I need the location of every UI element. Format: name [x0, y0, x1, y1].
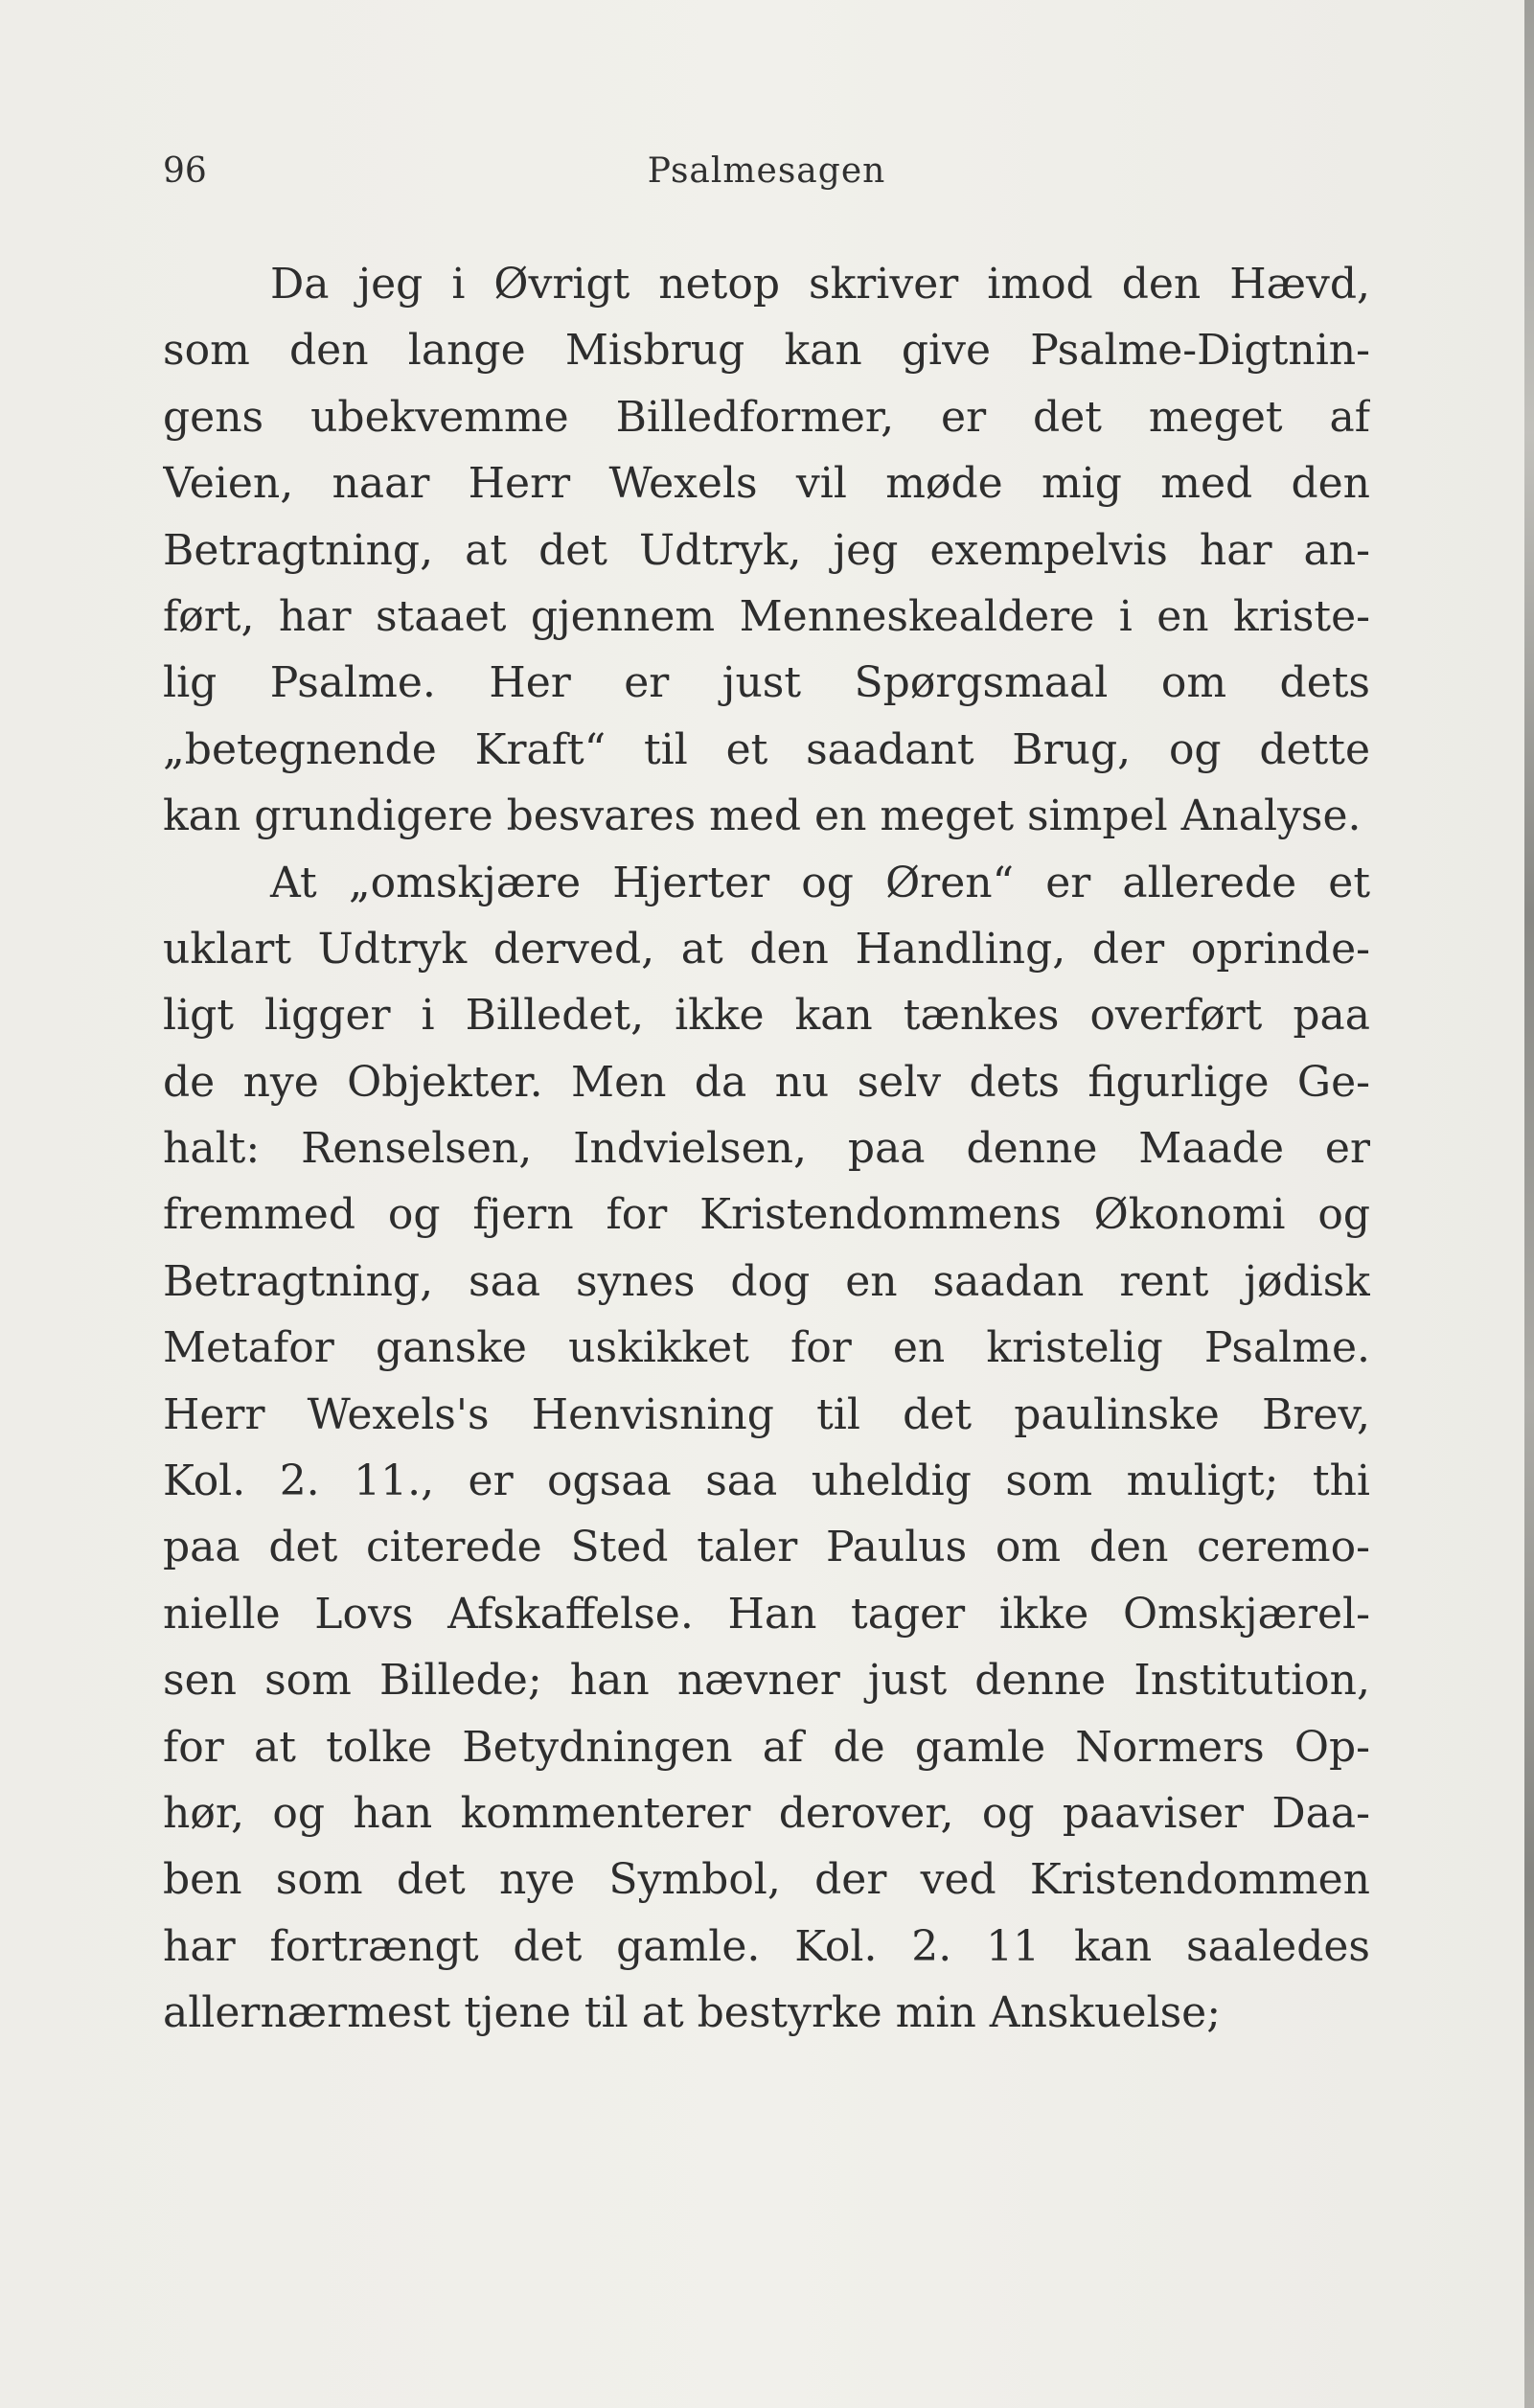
text-line: Herr Wexels's Henvisning til det paulinske Brev, — [163, 1389, 1370, 1439]
text-line: halt: Renselsen, Indvielsen, paa denne Maade er — [163, 1124, 1370, 1174]
page-edge-shadow — [1524, 0, 1534, 2408]
text-line: Veien, naar Herr Wexels vil møde mig med den — [163, 459, 1370, 509]
text-line: hør, og han kommenterer derover, og paaviser Daa- — [163, 1788, 1370, 1838]
text-line: for at tolke Betydningen af de gamle Normers Op- — [163, 1722, 1370, 1772]
body-text — [163, 251, 1370, 2047]
text-line: ben som det nye Symbol, der ved Kristendommen — [163, 1855, 1370, 1905]
text-line: sen som Billede; han nævner just denne Institution, — [163, 1656, 1370, 1706]
text-line: lig Psalme. Her er just Spørgsmaal om dets — [163, 658, 1370, 708]
text-line: Betragtning, at det Udtryk, jeg exempelvis har an- — [163, 525, 1370, 575]
text-line: Metafor ganske uskikket for en kristelig Psalme. — [163, 1323, 1370, 1373]
page-number: 96 — [163, 151, 207, 191]
text-line: de nye Objekter. Men da nu selv dets figurlige Ge- — [163, 1057, 1370, 1107]
text-line: gens ubekvemme Billedformer, er det meget af — [163, 392, 1370, 442]
text-line: ført, har staaet gjennem Menneskealdere i en kriste- — [163, 591, 1370, 641]
text-line: At „omskjære Hjerter og Øren“ er allerede et — [270, 858, 1370, 907]
text-line: Da jeg i Øvrigt netop skriver imod den Hævd, — [270, 260, 1370, 309]
text-line: paa det citerede Sted taler Paulus om den ceremo- — [163, 1523, 1370, 1572]
text-line: Betragtning, saa synes dog en saadan rent jødisk — [163, 1256, 1370, 1306]
text-line: ligt ligger i Billedet, ikke kan tænkes overført paa — [163, 991, 1370, 1041]
running-head — [163, 151, 1370, 203]
text-line: kan grundigere besvares med en meget simpel Analyse. — [163, 791, 1362, 841]
text-line: Kol. 2. 11., er ogsaa saa uheldig som muligt; thi — [163, 1456, 1370, 1506]
text-line: allernærmest tjene til at bestyrke min Anskuelse; — [163, 1988, 1222, 2038]
text-line: fremmed og fjern for Kristendommens Økonomi og — [163, 1190, 1370, 1240]
text-line: nielle Lovs Afskaffelse. Han tager ikke Omskjærel- — [163, 1589, 1370, 1639]
running-title: Psalmesagen — [647, 151, 886, 191]
text-line: som den lange Misbrug kan give Psalme-Digtnin- — [163, 326, 1370, 376]
text-line: „betegnende Kraft“ til et saadant Brug, og dette — [163, 724, 1370, 774]
text-line: uklart Udtryk derved, at den Handling, der oprinde- — [163, 924, 1370, 974]
text-line: har fortrængt det gamle. Kol. 2. 11 kan saaledes — [163, 1921, 1370, 1971]
